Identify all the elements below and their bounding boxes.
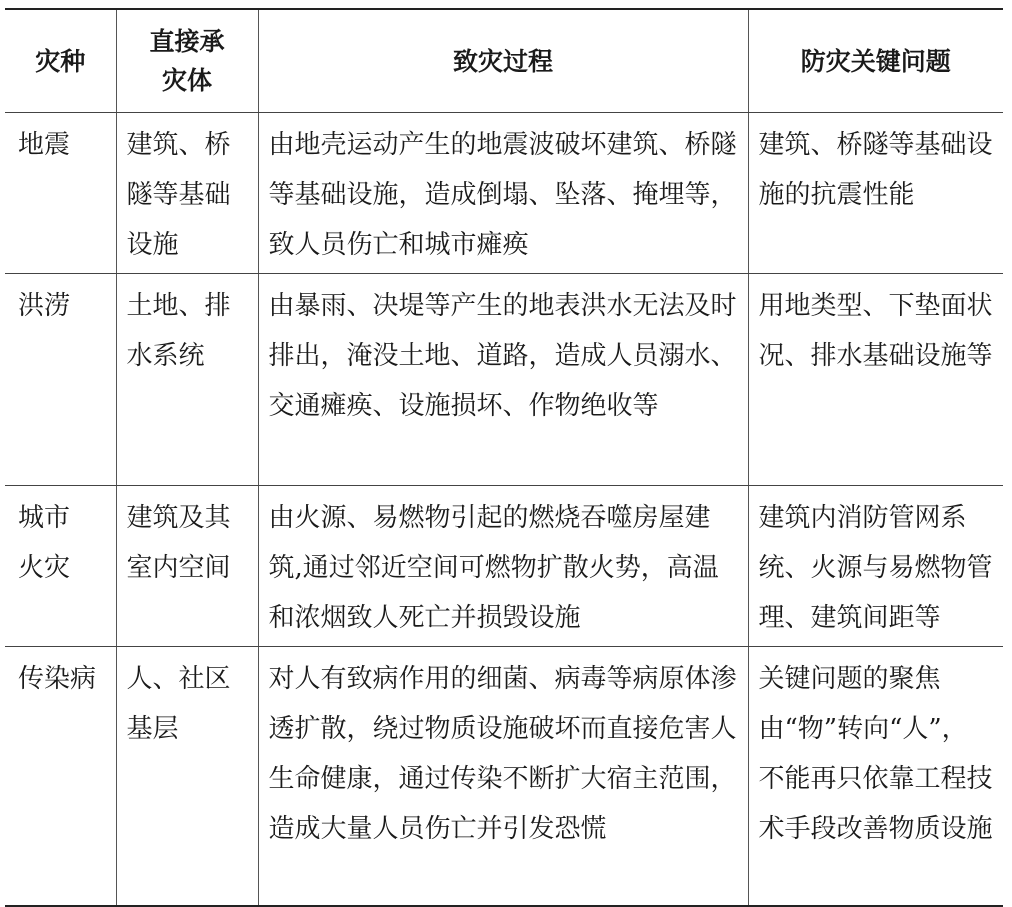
cell-process: 由地壳运动产生的地震波破坏建筑、桥隧等基础设施，造成倒塌、坠落、掩埋等，致人员伤亡和城市瘫痪	[258, 113, 748, 274]
header-direct-carrier: 直接承灾体	[116, 9, 258, 113]
cell-process: 由火源、易燃物引起的燃烧吞噬房屋建筑,通过邻近空间可燃物扩散火势，高温和浓烟致人死亡并损毁设施	[258, 486, 748, 647]
cell-key-issue: 建筑内消防管网系统、火源与易燃物管理、建筑间距等	[748, 486, 1003, 647]
header-disaster-process: 致灾过程	[258, 9, 748, 113]
cell-hazard: 城市火灾	[5, 486, 116, 647]
table-header	[5, 9, 1003, 113]
table-body	[5, 113, 1003, 907]
table-row	[5, 113, 1003, 274]
table-row	[5, 274, 1003, 486]
header-row	[5, 9, 1003, 113]
cell-hazard: 地震	[5, 113, 116, 274]
cell-carrier: 建筑、桥隧等基础设施	[116, 113, 258, 274]
cell-carrier: 建筑及其室内空间	[116, 486, 258, 647]
cell-key-issue: 关键问题的聚焦由“物”转向“人”，不能再只依靠工程技术手段改善物质设施	[748, 647, 1003, 907]
hazard-table-container	[5, 8, 1003, 907]
table-row	[5, 647, 1003, 907]
header-key-issue: 防灾关键问题	[748, 9, 1003, 113]
cell-key-issue: 建筑、桥隧等基础设施的抗震性能	[748, 113, 1003, 274]
cell-process: 由暴雨、决堤等产生的地表洪水无法及时排出，淹没土地、道路，造成人员溺水、交通瘫痪、设施损坏、作物绝收等	[258, 274, 748, 486]
cell-carrier: 人、社区基层	[116, 647, 258, 907]
cell-carrier: 土地、排水系统	[116, 274, 258, 486]
cell-process: 对人有致病作用的细菌、病毒等病原体渗透扩散，绕过物质设施破坏而直接危害人生命健康，通过传染不断扩大宿主范围，造成大量人员伤亡并引发恐慌	[258, 647, 748, 907]
table-row	[5, 486, 1003, 647]
cell-hazard: 传染病	[5, 647, 116, 907]
hazard-table	[5, 8, 1003, 907]
cell-key-issue: 用地类型、下垫面状况、排水基础设施等	[748, 274, 1003, 486]
header-hazard-type: 灾种	[5, 9, 116, 113]
cell-hazard: 洪涝	[5, 274, 116, 486]
